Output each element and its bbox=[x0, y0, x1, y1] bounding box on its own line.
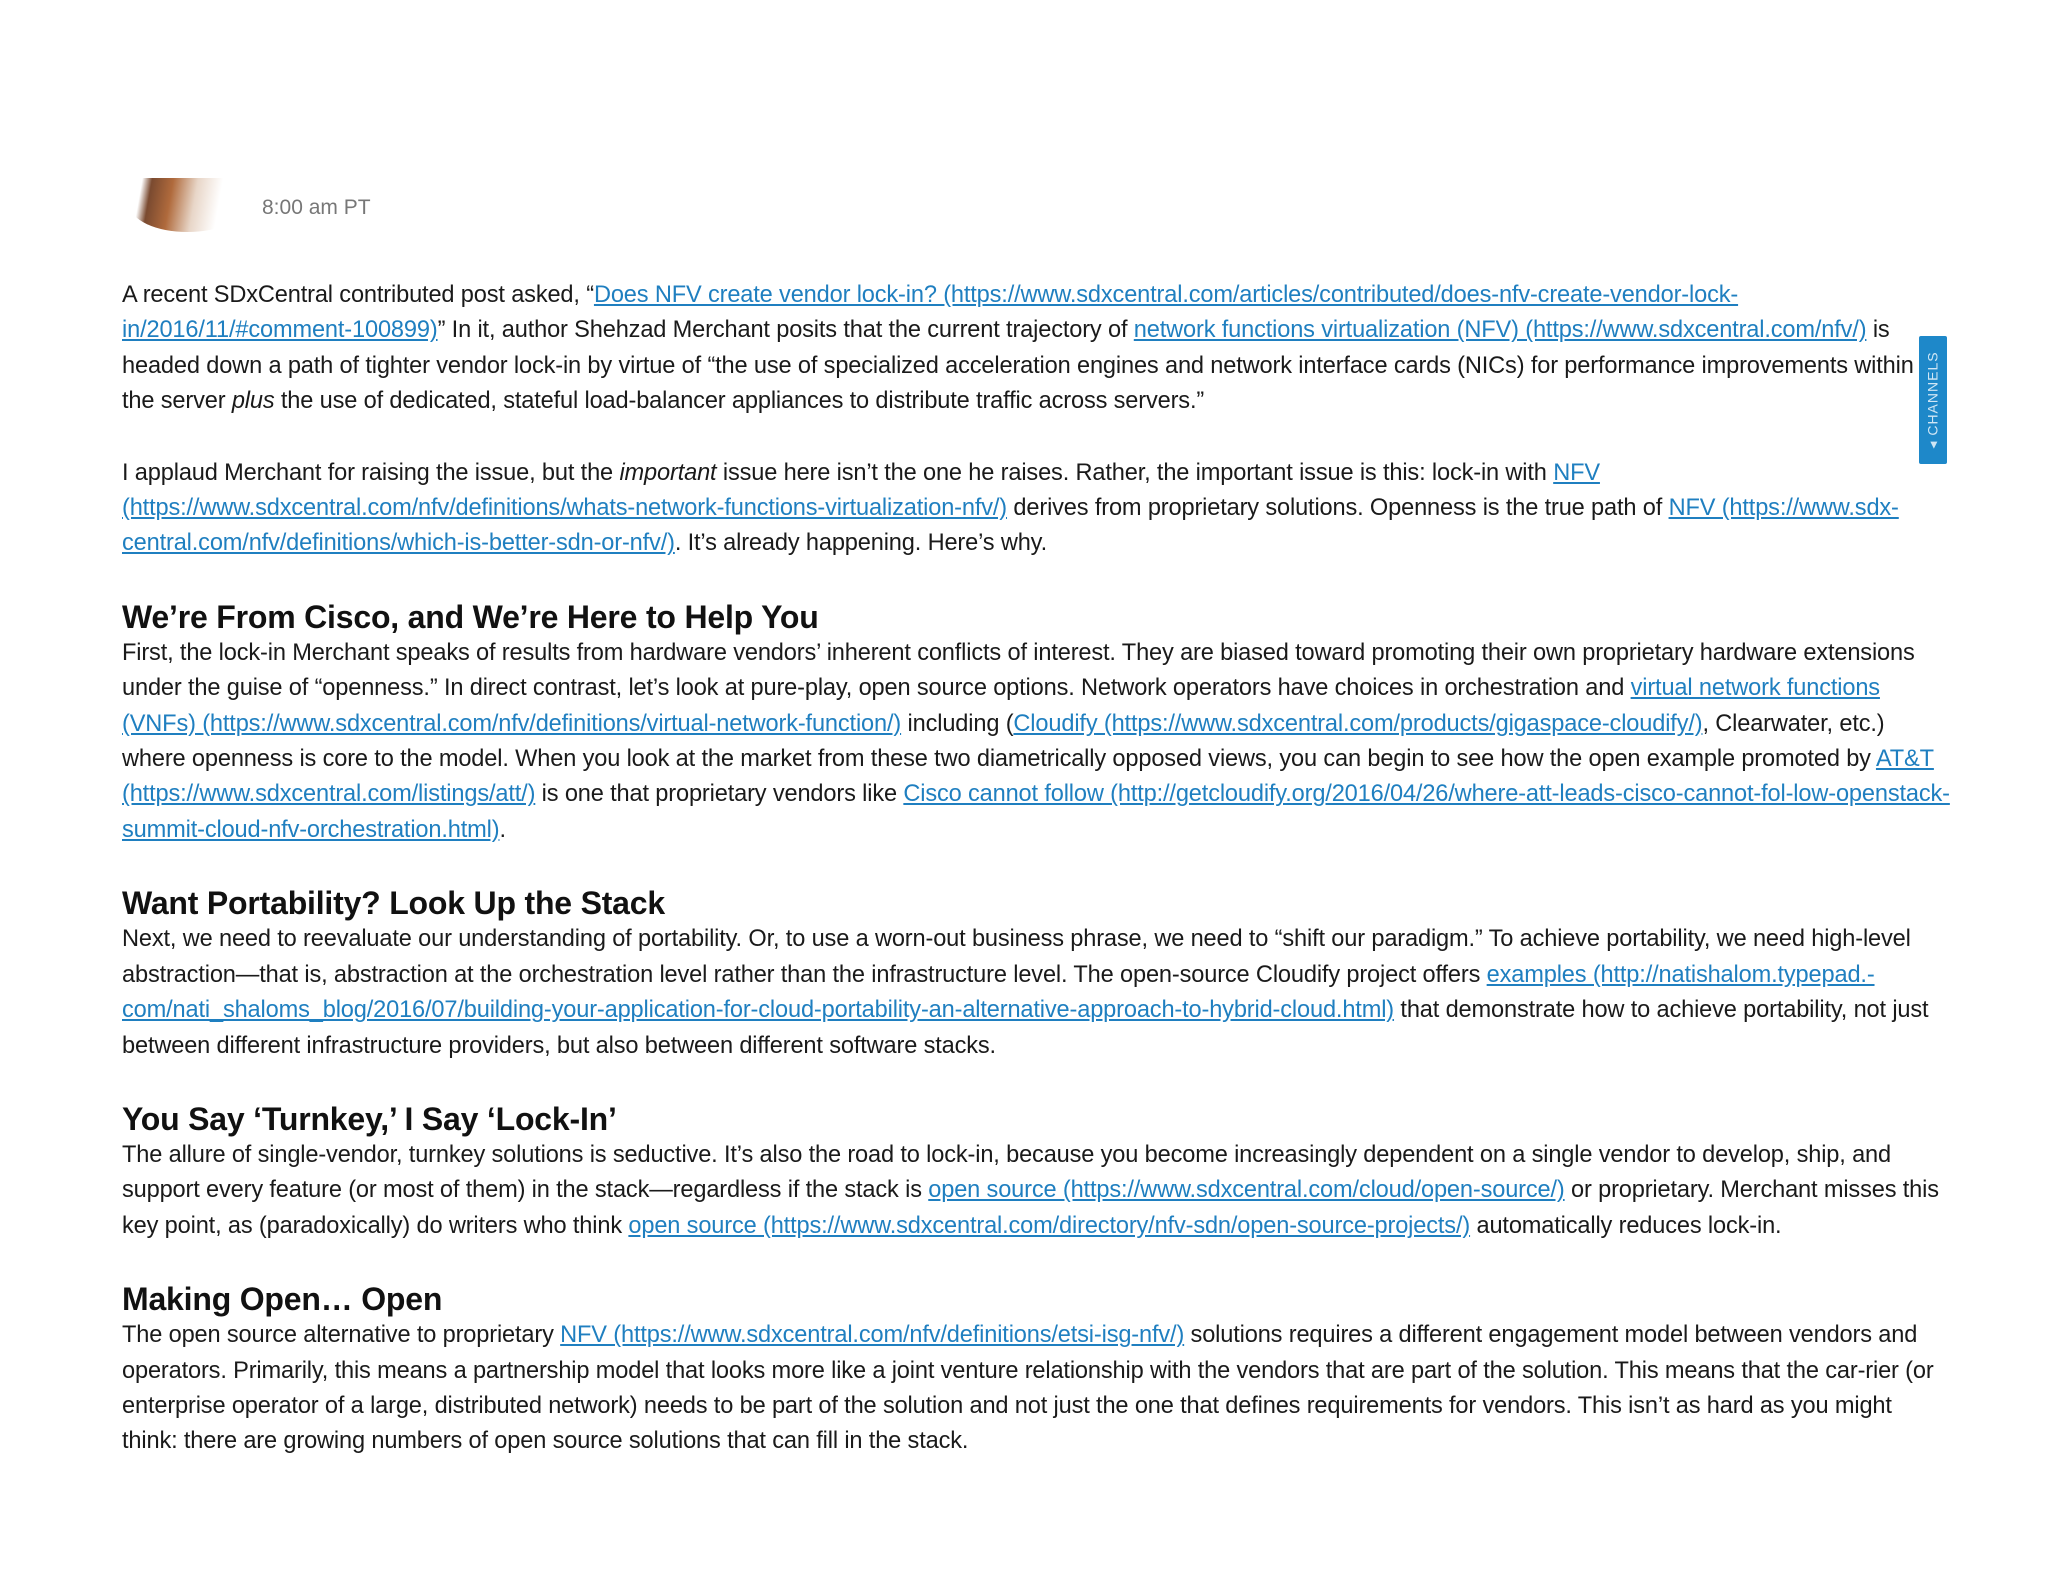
link-sdn-or-nfv[interactable]: NFV (https://www.sdx-central.com/nfv/definitions/which-is-better-sdn-or-nfv/) bbox=[122, 495, 1899, 557]
text: ” In it, author Shehzad Merchant posits that the current trajectory of bbox=[437, 317, 1134, 344]
link-open-source-cloud[interactable]: open source (https://www.sdxcentral.com/cloud/open-source/) bbox=[928, 1177, 1565, 1204]
text: the use of dedicated, stateful load-balancer appliances to distribute traffic across servers.” bbox=[274, 388, 1205, 415]
section-heading-making-open: Making Open… Open bbox=[122, 1281, 443, 1318]
text: derives from proprietary solutions. Openness is the true path of bbox=[1007, 495, 1669, 522]
intro-paragraph bbox=[122, 278, 1952, 420]
byline-timestamp: 8:00 am PT bbox=[262, 196, 371, 219]
link-att[interactable]: AT&T (https://www.sdxcentral.com/listings/att/) bbox=[122, 746, 1934, 808]
text: that demonstrate how to achieve portability, not just between different infrastructure providers, but also between different software stacks. bbox=[122, 997, 1929, 1059]
section-heading-portability: Want Portability? Look Up the Stack bbox=[122, 885, 665, 922]
emphasis: plus bbox=[231, 388, 275, 415]
text: The allure of single-vendor, turnkey solutions is seductive. It’s also the road to lock-in, because you become increasingly dependent on a single vendor to develop, ship, and support every feature (or most of them) in the stack—regardless if the stack is bbox=[122, 1141, 1891, 1204]
link-cisco-cannot-follow[interactable]: Cisco cannot follow (http://getcloudify.org/2016/04/26/where-att-leads-cisco-cannot-fol-low-openstack-summit-cloud-nfv-orchestration.html) bbox=[122, 781, 1950, 843]
text: . bbox=[499, 816, 506, 843]
author-strip bbox=[130, 196, 530, 234]
text: A recent SDxCentral contributed post asked, “ bbox=[122, 282, 594, 308]
text: or proprietary. Merchant misses this key point, as (paradoxically) do writers who think bbox=[122, 1177, 1939, 1239]
text: First, the lock-in Merchant speaks of results from hardware vendors’ inherent conflicts of interest. They are biased toward promoting their own proprietary hardware extensions under the guise of “openness.” In direct contrast, let’s look at pure-play, open source options. Network operators have choices in orchestration and bbox=[122, 639, 1915, 702]
link-cloudify[interactable]: Cloudify (https://www.sdxcentral.com/products/gigaspace-cloudify/) bbox=[1013, 710, 1703, 737]
emphasis: important bbox=[619, 459, 717, 486]
link-whats-nfv[interactable]: NFV (https://www.sdxcentral.com/nfv/definitions/whats-network-functions-virtualization-nfv/) bbox=[122, 459, 1600, 522]
text: is headed down a path of tighter vendor lock-in by virtue of “the use of specialized acceleration engines and network interface cards (NICs) for performance improvements within the server bbox=[122, 317, 1914, 415]
section-heading-cisco: We’re From Cisco, and We’re Here to Help You bbox=[122, 598, 819, 635]
text: I applaud Merchant for raising the issue, but the bbox=[122, 459, 620, 486]
article-body bbox=[122, 278, 1952, 1496]
link-nfv-overview[interactable]: network functions virtualization (NFV) (https://www.sdxcentral.com/nfv/) bbox=[1133, 317, 1867, 344]
section-paragraph-making-open bbox=[122, 1318, 1952, 1460]
text: . It’s already happening. Here’s why. bbox=[674, 530, 1047, 557]
avatar bbox=[130, 178, 245, 232]
text: automatically reduces lock-in. bbox=[1470, 1212, 1782, 1239]
link-vnfs[interactable]: virtual network functions (VNFs) (https://www.sdxcentral.com/nfv/definitions/virtual-network-function/) bbox=[122, 675, 1880, 737]
section-heading-turnkey: You Say ‘Turnkey,’ I Say ‘Lock-In’ bbox=[122, 1100, 617, 1137]
text: solutions requires a different engagement model between vendors and operators. Primarily, this means a partnership model that looks more like a joint venture relationship with the vendors that are part of the solution. This means that the car-rier (or enterprise operator of a large, distributed network) needs to be part of the solution and not just the one that defines requirements for vendors. This isn’t as hard as you might think: there are growing numbers of open source solutions that can fill in the stack. bbox=[122, 1322, 1934, 1455]
section-paragraph-turnkey bbox=[122, 1138, 1952, 1244]
link-etsi-isg-nfv[interactable]: NFV (https://www.sdxcentral.com/nfv/definitions/etsi-isg-nfv/) bbox=[560, 1322, 1185, 1349]
channels-tab[interactable] bbox=[1919, 336, 1947, 464]
second-paragraph bbox=[122, 456, 1952, 562]
channels-tab-label: ◂ CHANNELS bbox=[1924, 351, 1941, 449]
link-does-nfv-create-lock-in[interactable]: Does NFV create vendor lock-in? (https://www.sdxcentral.com/articles/contributed/does-nfv-create-vendor-lock-in/2016/11/#comment-100899) bbox=[122, 282, 1739, 344]
section-paragraph-cisco bbox=[122, 636, 1952, 848]
text: issue here isn’t the one he raises. Rather, the important issue is this: lock-in with bbox=[716, 459, 1554, 486]
text: is one that proprietary vendors like bbox=[535, 781, 904, 808]
text: , Clearwater, etc.) where openness is core to the model. When you look at the market from these two diametrically opposed views, you can begin to see how the open example promoted by bbox=[122, 710, 1885, 773]
text: Next, we need to reevaluate our understanding of portability. Or, to use a worn-out business phrase, we need to “shift our paradigm.” To achieve portability, we need high-level abstraction—that is, abstraction at the orchestration level rather than the infrastructure level. The open-source Cloudify project offers bbox=[122, 926, 1911, 988]
link-open-source-projects[interactable]: open source (https://www.sdxcentral.com/directory/nfv-sdn/open-source-projects/) bbox=[628, 1212, 1471, 1239]
text: including ( bbox=[901, 710, 1014, 737]
text: The open source alternative to proprietary bbox=[122, 1322, 561, 1349]
section-paragraph-portability bbox=[122, 922, 1952, 1064]
link-examples[interactable]: examples (http://natishalom.typepad.-com/nati_shaloms_blog/2016/07/building-your-application-for-cloud-portability-an-alternative-approach-to-hybrid-cloud.html) bbox=[122, 961, 1875, 1024]
